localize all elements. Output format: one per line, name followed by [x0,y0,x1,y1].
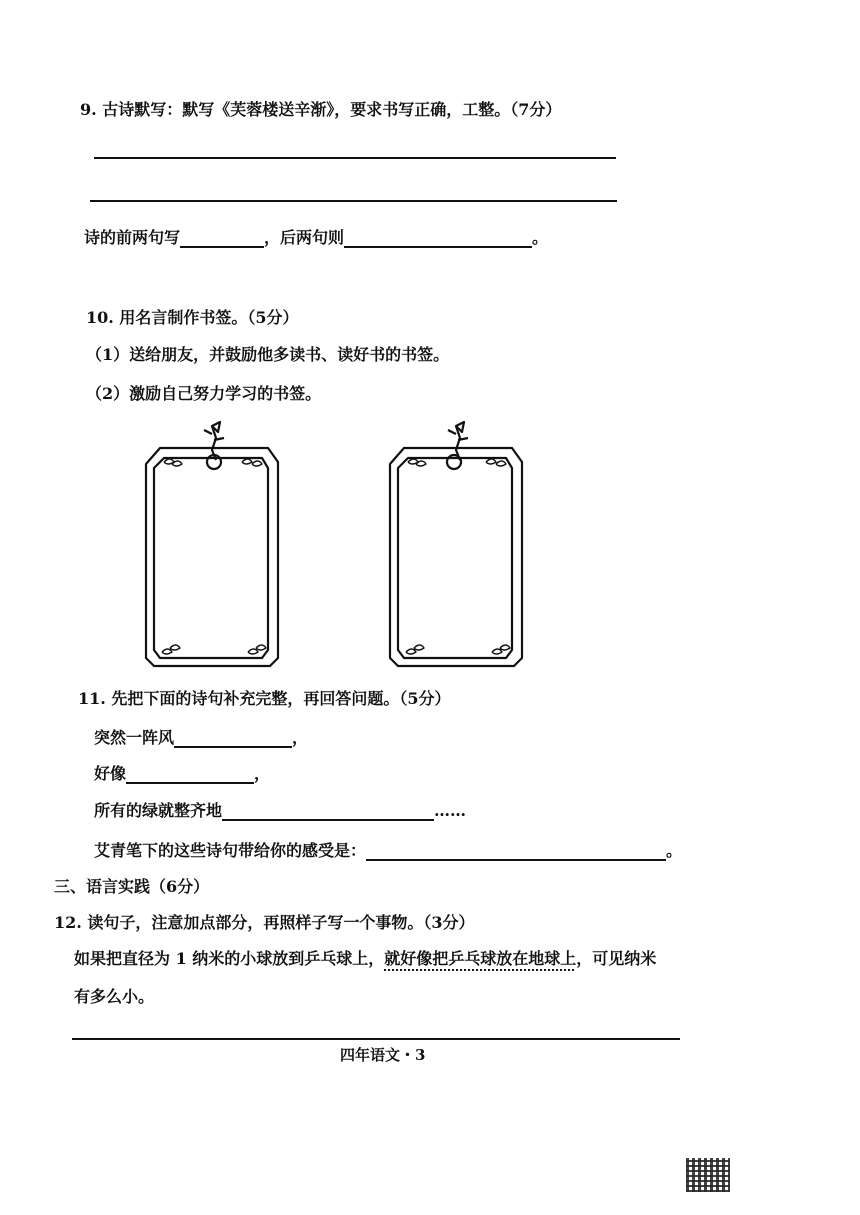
q11-line-3 [94,801,466,821]
q9-prompt-a: 诗的前两句写 [84,228,181,247]
q10-title: 10. 用名言制作书签。（5分） [86,308,299,327]
q9-blank-second-half[interactable] [344,228,532,248]
q12-emphasized-phrase: 就好像把乒乓球放在地球上 [384,949,577,968]
page-number-label: 四年语文・3 [340,1046,426,1064]
q11-line-1-prefix: 突然一阵风 [94,728,175,747]
qr-code-image [686,1158,730,1192]
q9-answer-line-1[interactable] [94,157,616,159]
q12-sentence-part-2: ，可见纳米 [576,949,657,968]
q11-blank-3[interactable] [222,801,434,821]
q12-sentence-line-2: 有多么小。 [74,987,155,1006]
q9-blank-first-half[interactable] [180,228,264,248]
q12-sentence-line-1 [74,949,656,969]
q11-line-2-prefix: 好像 [94,764,127,783]
q10-item-2: （2）激励自己努力学习的书签。 [86,384,322,403]
q11-line-4-prefix: 艾青笔下的这些诗句带给你的感受是： [94,841,367,860]
bookmark-2-frame[interactable] [384,420,529,670]
q12-sentence-part-1: 如果把直径为 1 纳米的小球放到乒乓球上， [74,949,385,968]
q9-prompt-row [84,228,548,248]
q11-blank-4[interactable] [366,841,666,861]
q11-line-3-suffix: …… [434,801,467,820]
q10-item-1: （1）送给朋友，并鼓励他多读书、读好书的书签。 [86,345,450,364]
q11-line-2-suffix: ， [254,764,271,783]
q12-answer-line[interactable] [72,1038,680,1040]
q11-line-4 [94,841,682,861]
q11-title: 11. 先把下面的诗句补充完整，再回答问题。（5分） [78,689,451,708]
bookmark-1-frame[interactable] [140,420,285,670]
q11-blank-2[interactable] [126,764,254,784]
q11-line-2 [94,764,270,784]
q11-line-4-suffix: 。 [666,841,683,860]
q11-blank-1[interactable] [174,728,292,748]
q9-prompt-b: ，后两句则 [264,228,345,247]
q9-title: 9. 古诗默写：默写《芙蓉楼送辛渐》，要求书写正确，工整。（7分） [80,100,562,119]
q11-line-1 [94,728,308,748]
q9-answer-line-2[interactable] [90,200,617,202]
section-3-heading: 三、语言实践（6分） [54,877,210,896]
q11-line-3-prefix: 所有的绿就整齐地 [94,801,223,820]
q12-title: 12. 读句子，注意加点部分，再照样子写一个事物。（3分） [54,913,475,932]
q9-prompt-end: 。 [532,228,549,247]
q11-line-1-suffix: ， [292,728,309,747]
